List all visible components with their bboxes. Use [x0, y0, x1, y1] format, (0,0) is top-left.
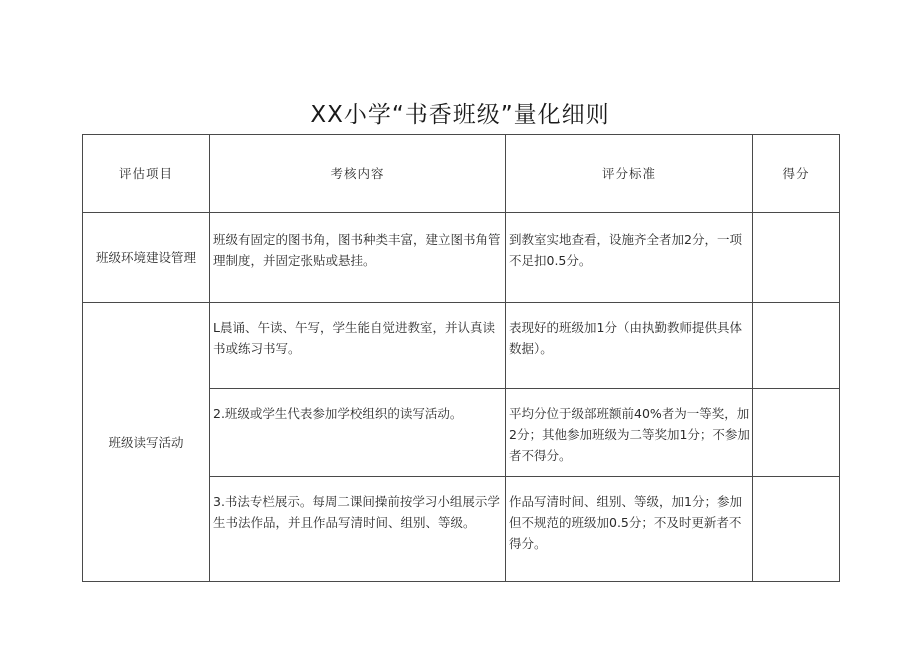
content-cell: 2.班级或学生代表参加学校组织的读写活动。: [210, 389, 506, 477]
content-cell: 班级有固定的图书角，图书种类丰富，建立图书角管理制度，并固定张贴或悬挂。: [210, 213, 506, 303]
category-cell: 班级读写活动: [83, 303, 210, 582]
standard-cell: 到教室实地查看，设施齐全者加2分，一项不足扣0.5分。: [506, 213, 753, 303]
category-cell: 班级环境建设管理: [83, 213, 210, 303]
table-header-row: [83, 135, 840, 213]
standard-cell: 平均分位于级部班额前40%者为一等奖，加2分；其他参加班级为二等奖加1分；不参加者不得分。: [506, 389, 753, 477]
header-score: 得分: [753, 135, 840, 213]
table-row: [83, 213, 840, 303]
content-cell: L晨诵、午读、午写，学生能自觉进教室，并认真读书或练习书写。: [210, 303, 506, 389]
scoring-table: [82, 134, 840, 582]
score-cell: [753, 213, 840, 303]
table-row: [83, 303, 840, 389]
document-title: XX小学“书香班级”量化细则: [310, 102, 610, 128]
score-cell: [753, 389, 840, 477]
standard-cell: 作品写清时间、组别、等级，加1分；参加但不规范的班级加0.5分；不及时更新者不得分。: [506, 477, 753, 582]
content-cell: 3.书法专栏展示。每周二课间操前按学习小组展示学生书法作品，并且作品写清时间、组别、等级。: [210, 477, 506, 582]
header-assessment-content: 考核内容: [210, 135, 506, 213]
header-evaluation-item: 评估项目: [83, 135, 210, 213]
score-cell: [753, 303, 840, 389]
score-cell: [753, 477, 840, 582]
standard-cell: 表现好的班级加1分（由执勤教师提供具体数据）。: [506, 303, 753, 389]
header-scoring-standard: 评分标准: [506, 135, 753, 213]
